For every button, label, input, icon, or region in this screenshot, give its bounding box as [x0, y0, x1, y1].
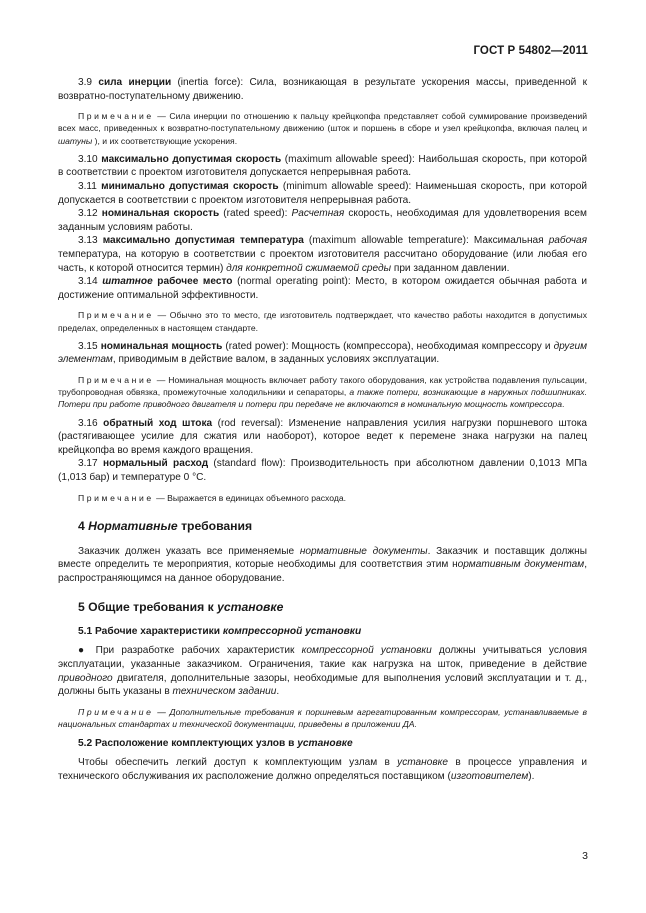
body-text: ● При разработке рабочих характеристик	[78, 645, 302, 657]
note-label: Примечание	[78, 706, 154, 717]
definition: (rated power): Мощность (компрессора), необходимая компрессору и	[222, 340, 554, 352]
clause-3-14	[58, 275, 587, 302]
heading-italic: установке	[217, 600, 284, 615]
body-text: в процессе управления и технического обслуживания их расположение должно определяться поставщиком (	[58, 757, 587, 782]
body-italic: установке	[397, 757, 448, 769]
body-text: Чтобы обеспечить легкий доступ к комплектующим узлам в	[78, 757, 398, 769]
definition: (minimum allowable speed): Наименьшая скорость, при которой допускается в соответствии с проектом изготовителя непрерывная работа.	[58, 180, 587, 206]
clause-number: 3.17	[78, 458, 103, 470]
note-label: Примечание	[78, 374, 154, 385]
note-text: — Сила инерции по отношению к пальцу крейцкопфа представляет собой суммирование произведений всех масс, приведенных к возвратно-поступательному движению (шток и поршень в сборе и узел крейцкопфа, включая палец и	[58, 111, 587, 134]
body-italic: приводного	[58, 672, 113, 684]
term-italic: штатное	[102, 276, 153, 288]
body-text: . Заказчик и поставщик должны вместе определить те мероприятия, которые необходимы для соответствия этим н	[58, 545, 588, 571]
clause-number: 3.10	[78, 153, 102, 165]
heading-italic: компрессорной установки	[222, 626, 362, 638]
definition: (inertia force): Сила, возникающая в результате ускорения массы, приведенной к возвратно-поступательному движению.	[58, 77, 587, 102]
section-5-heading	[78, 600, 587, 614]
clause-3-11	[58, 180, 587, 207]
clause-number: 3.9	[78, 77, 99, 88]
clause-number: 3.16	[78, 417, 104, 429]
heading-text: 5.1 Рабочие характеристики	[78, 626, 223, 638]
term: максимально допустимая скорость	[101, 153, 282, 165]
page-number: 3	[582, 850, 588, 862]
heading-text: 5 Общие требования к	[78, 600, 218, 615]
heading-text: требования	[177, 518, 253, 533]
clause-number: 3.15	[78, 340, 101, 352]
heading-italic: Нормативные	[88, 518, 178, 533]
note-5-1	[58, 706, 587, 730]
note-text: ), и их соответствующие ускорения.	[92, 135, 238, 146]
subsection-5-1-heading	[78, 626, 587, 637]
definition: , приводимым в действие валом, в заданных условиях эксплуатации.	[112, 354, 440, 366]
body-italic: изготовителем	[450, 770, 529, 782]
clause-number: 3.14	[78, 276, 103, 288]
clause-3-13	[58, 234, 587, 275]
body-text: , распространяющимся на данное оборудование.	[58, 559, 587, 584]
body-text: Заказчик должен указать все применяемые	[78, 545, 300, 557]
note-3-14	[58, 309, 587, 333]
definition: (rod reversal): Изменение направления усилия нагрузки поршневого штока (растягивающее усилие для сжатия или наоборот), которое ведет к перемене знака нагрузки на палец крейцкопфа во время каждого вращения.	[58, 417, 587, 456]
clause-number: 3.13	[78, 235, 103, 247]
section-4-text	[58, 545, 587, 586]
clause-3-15	[58, 340, 587, 367]
body-text: ).	[528, 770, 535, 782]
note-label: Примечание	[78, 310, 154, 321]
note-text: — Обычно это то место, где изготовитель подтверждает, что качество работы находится в допустимых пределах, определенных в настоящем стандарте.	[58, 310, 587, 333]
note-label: Примечание	[78, 492, 154, 503]
note-text: .	[562, 399, 565, 410]
note-text: — Номинальная мощность включает работу такого оборудования, как устройства подавления пульсации, трубопроводная обвязка, промежуточные холодильники и сепараторы,	[58, 374, 587, 398]
page-content	[58, 76, 587, 790]
definition: (maximum allowable speed): Наибольшая скорость, при которой в соответствии с проектом изготовителя допускается непрерывная работа.	[58, 153, 587, 179]
body-text: двигателя, дополнительные зазоры, необходимые для выполнения условий эксплуатации и т. д., должны быть указаны в	[58, 672, 587, 698]
note-italic: шатуны	[58, 135, 93, 146]
definition-italic: другим элементам	[58, 340, 587, 366]
note-italic: а также потери, возникающие в наружных подшипниках. Потери при работе приводного двигателя и потери при передаче не включаются в номинальную мощность компрессора	[58, 387, 587, 410]
definition: температура, на которую в соответствии с проектом изготовителя рассчитано оборудование (или любая его часть, к которой относится термин)	[58, 248, 587, 274]
note-3-15	[58, 374, 587, 411]
term: минимально допустимая скорость	[101, 180, 279, 192]
clause-number: 3.12	[78, 208, 102, 220]
note-text: — Дополнительные требования к поршневым агрегатированным компрессорам, устанавливаемые в национальных стандартах и технической документации, приведены в приложении ДА.	[58, 706, 587, 730]
clause-3-12	[58, 207, 587, 234]
definition: (rated speed):	[219, 208, 292, 220]
body-text: должны учитываться условия эксплуатации, указанные заказчиком. Ограничения, такие как нагрузка на шток, приведение в действие	[58, 645, 587, 671]
definition: скорость, необходимая для удовлетворения всем заданным условиям работы.	[58, 208, 587, 233]
clause-3-16	[58, 417, 587, 458]
term: нормальный расход	[102, 458, 209, 470]
clause-3-9	[58, 76, 587, 103]
definition: (maximum allowable temperature): Максимальная	[303, 235, 549, 247]
note-3-9	[58, 110, 587, 147]
term: максимально допустимая температура	[102, 235, 304, 247]
body-italic: нормативные документы	[299, 545, 428, 557]
note-text: — Выражается в единицах объемного расхода.	[153, 492, 347, 503]
section-4-heading	[78, 519, 587, 533]
note-label: Примечание	[78, 111, 154, 122]
standard-designation: ГОСТ Р 54802—2011	[473, 45, 588, 57]
body-italic: ормативным документам	[457, 559, 585, 571]
heading-italic: установке	[297, 738, 353, 750]
note-3-17	[58, 492, 587, 504]
clause-number: 3.11	[78, 180, 102, 192]
definition: при заданном давлении.	[391, 262, 510, 274]
subsection-5-2-text	[58, 756, 587, 783]
clause-3-10	[58, 153, 587, 180]
body-italic: компрессорной установки	[301, 645, 432, 657]
term: номинальная мощность	[100, 340, 223, 352]
body-text: .	[276, 686, 280, 698]
clause-3-17	[58, 457, 587, 484]
heading-text: 5.2 Расположение комплектующих узлов в	[78, 738, 298, 750]
term: сила инерции	[98, 77, 172, 88]
definition-italic: для конкретной сжимаемой среды	[226, 262, 392, 274]
definition: (standard flow): Производительность при абсолютном давлении 0,1013 МПа (1,013 бар) и температуре 0 °С.	[58, 458, 588, 483]
term: рабочее место	[152, 276, 233, 288]
definition-italic: Расчетная	[291, 208, 345, 220]
definition: (normal operating point): Место, в котором ожидается обычная работа и достижение оптимальной эффективности.	[58, 276, 588, 301]
section-number: 4	[78, 518, 89, 533]
term: номинальная скорость	[101, 208, 220, 220]
term: обратный ход штока	[103, 417, 213, 429]
subsection-5-2-heading	[78, 738, 587, 749]
definition-italic: рабочая	[548, 235, 587, 247]
subsection-5-1-text	[58, 644, 587, 698]
body-italic: техническом задании	[172, 686, 277, 698]
